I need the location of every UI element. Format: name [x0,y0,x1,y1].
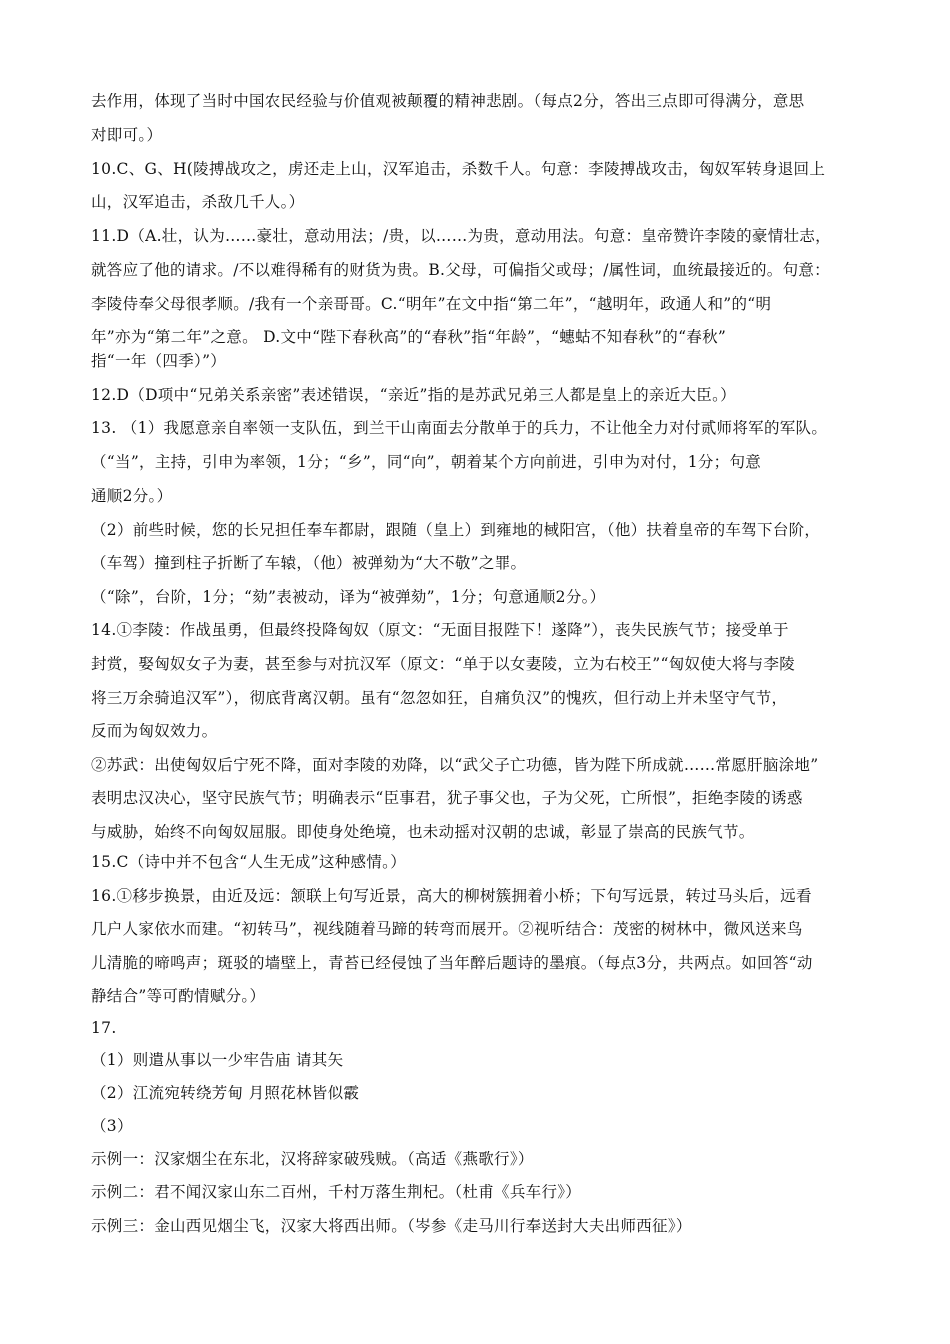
text-line: 15.C（诗中并不包含“人生无成”这种感情。） [91,853,407,871]
text-line: 将三万余骑追汉军”），彻底背离汉朝。虽有“忽忽如狂，自痛负汉”的愧疚，但行动上并未坚守气节， [91,689,788,707]
text-line: 通顺2分。） [91,487,173,505]
text-line: （1）则遣从事以一少牢告庙 请其矢 [91,1051,344,1069]
text-line: 指“一年（四季）”） [91,352,227,370]
text-line: 示例一：汉家烟尘在东北，汉将辞家破残贼。（高适《燕歌行》） [91,1150,534,1168]
text-line: 李陵侍奉父母很孝顺。/我有一个亲哥哥。C.“明年”在文中指“第二年”，“越明年，政通人和”的“明 [91,295,772,313]
text-line: 静结合”等可酌情赋分。） [91,987,266,1005]
text-line: 反而为匈奴效力。 [91,722,218,740]
text-line: 年”亦为“第二年”之意。 D.文中“陛下春秋高”的“春秋”指“年龄”，“蟪蛄不知春秋”的“春秋” [91,328,727,346]
text-line: 去作用，体现了当时中国农民经验与价值观被颠覆的精神悲剧。（每点2分，答出三点即可得满分，意思 [91,92,805,110]
text-line: 17. [91,1019,117,1037]
text-line: 14.①李陵：作战虽勇，但最终投降匈奴（原文：“无面目报陛下！遂降”），丧失民族气节；接受单于 [91,621,789,639]
text-line: 示例三：金山西见烟尘飞，汉家大将西出师。（岑参《走马川行奉送封大夫出师西征》） [91,1217,692,1235]
text-line: 就答应了他的请求。/不以难得稀有的财货为贵。B.父母，可偏指父或母；/属性词，血统最接近的。句意： [91,261,830,279]
text-line: 12.D（D项中“兄弟关系亲密”表述错误，“亲近”指的是苏武兄弟三人都是皇上的亲近大臣。） [91,386,736,404]
text-line: 11.D（A.壮，认为……豪壮，意动用法；/贵，以……为贵，意动用法。句意：皇帝赞许李陵的豪情壮志， [91,227,831,245]
text-line: 表明忠汉决心，坚守民族气节；明确表示“臣事君，犹子事父也，子为父死，亡所恨”，拒绝李陵的诱惑 [91,789,803,807]
text-line: 封赏，娶匈奴女子为妻，甚至参与对抗汉军（原文：“单于以女妻陵，立为右校王”“匈奴使大将与李陵 [91,655,796,673]
text-line: 对即可。） [91,126,163,144]
text-line: （车驾）撞到柱子折断了车辕，（他）被弹劾为“大不敬”之罪。 [91,554,527,572]
text-line: 与威胁，始终不向匈奴屈服。即使身处绝境，也未动摇对汉朝的忠诚，彰显了崇高的民族气节。 [91,823,755,841]
text-line: 几户人家依水而建。“初转马”，视线随着马蹄的转弯而展开。②视听结合：茂密的树林中，微风送来鸟 [91,920,803,938]
text-line: （“除”，台阶，1分；“劾”表被动，译为“被弹劾”，1分；句意通顺2分。） [91,588,606,606]
text-line: 13. （1）我愿意亲自率领一支队伍，到兰干山南面去分散单于的兵力，不让他全力对付贰师将军的军队。 [91,419,828,437]
text-line: 山，汉军追击，杀敌几千人。） [91,193,305,211]
text-line: （3） [91,1117,133,1135]
text-line: 16.①移步换景，由近及远：颔联上句写近景，高大的柳树簇拥着小桥；下句写远景，转过马头后，远看 [91,887,812,905]
text-line: （2）江流宛转绕芳甸 月照花林皆似霰 [91,1084,360,1102]
text-line: 儿清脆的啼鸣声；斑驳的墙壁上，青苔已经侵蚀了当年醉后题诗的墨痕。（每点3分，共两点。如回答“动 [91,954,813,972]
text-line: ②苏武：出使匈奴后宁死不降，面对李陵的劝降，以“武父子亡功德，皆为陛下所成就……常愿肝脑涂地” [91,756,819,774]
text-line: （2）前些时候，您的长兄担任奉车都尉，跟随（皇上）到雍地的棫阳宫，（他）扶着皇帝的车驾下台阶， [91,521,821,539]
text-line: 示例二：君不闻汉家山东二百州，千村万落生荆杞。（杜甫《兵车行》） [91,1183,582,1201]
text-line: （“当”，主持，引申为率领，1分；“乡”，同“向”，朝着某个方向前进，引申为对付，1分；句意 [91,453,762,471]
text-line: 10.C、G、H(陵搏战攻之，虏还走上山，汉军追击，杀数千人。句意：李陵搏战攻击，匈奴军转身退回上 [91,160,826,178]
